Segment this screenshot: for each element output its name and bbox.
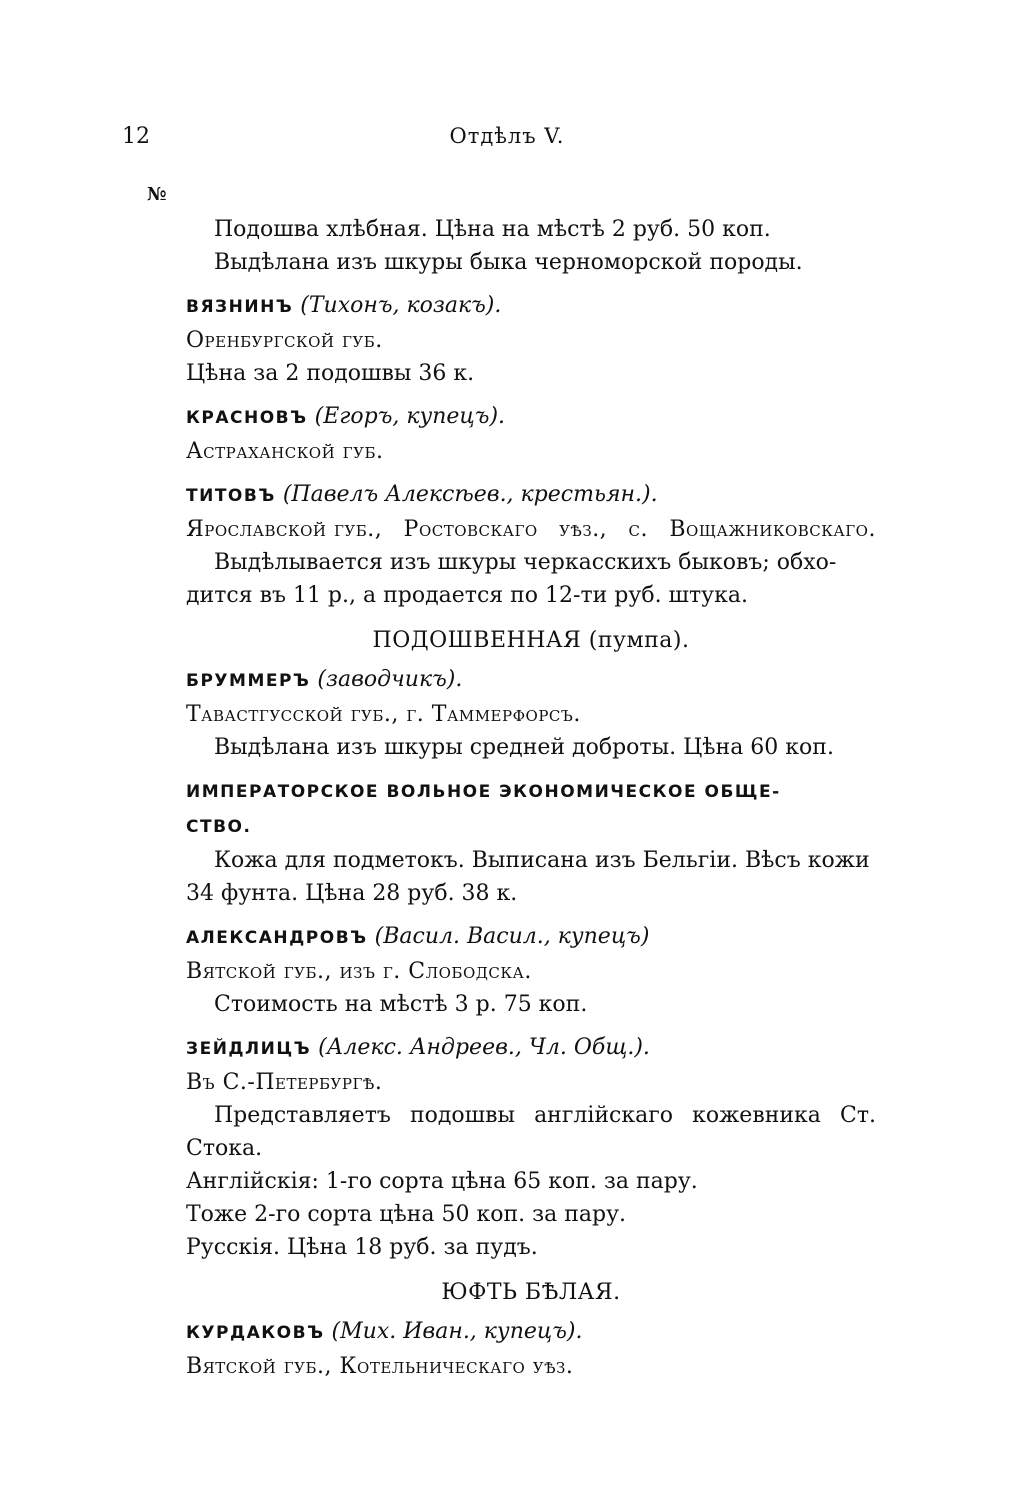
entry-text: Тоже 2-го сорта цѣна 50 коп. за пару. (186, 1202, 627, 1227)
entry-text: Кожа для подметокъ. Выписана изъ Бельгіи. Вѣсъ кожи (214, 848, 870, 873)
exhibitor-note: (Егоръ, купецъ). (314, 404, 506, 429)
place-part: Вощажниковскаго. (669, 517, 876, 542)
exhibitor-name: КРАСНОВЪ (186, 408, 308, 428)
entry-header (186, 663, 876, 698)
exhibitor-name: ВЯЗНИНЪ (186, 297, 294, 317)
page-body (186, 213, 876, 1383)
entry-header (186, 400, 876, 435)
entry-text: Англійскія: 1-го сорта цѣна 65 коп. за пару. (186, 1169, 698, 1194)
number-sign: № (147, 184, 167, 205)
paragraph-line: Подошва хлѣбная. Цѣна на мѣстѣ 2 руб. 50 коп. (214, 217, 771, 242)
exhibitor-name: ИМПЕРАТОРСКОЕ ВОЛЬНОЕ ЭКОНОМИЧЕСКОЕ ОБЩЕ- (186, 782, 781, 802)
page-header (0, 124, 1014, 154)
entry-place: Оренбургской губ. (186, 328, 383, 353)
paragraph-line: Выдѣлана изъ шкуры быка черноморской породы. (214, 250, 803, 275)
entry-text: дится въ 11 р., а продается по 12-ти руб. штука. (186, 583, 748, 608)
text-word: Представляетъ (214, 1103, 391, 1128)
section-heading: ПОДОШВЕННАЯ (пумпа). (372, 628, 690, 653)
exhibitor-note: (заводчикъ). (317, 667, 463, 692)
entry-header (186, 1031, 876, 1066)
exhibitor-name: ЗЕЙДЛИЦЪ (186, 1039, 312, 1059)
entry-place: Вятской губ., изъ г. Слободска. (186, 959, 532, 984)
place-part: уѣз., (559, 517, 608, 542)
entry-place: Тавастгусской губ., г. Таммерфорсъ. (186, 702, 581, 727)
entry-place: Въ С.-Петербургѣ. (186, 1070, 383, 1095)
place-part: Ярославской губ., (186, 517, 383, 542)
exhibitor-name: БРУММЕРЪ (186, 671, 311, 691)
exhibitor-note: (Павелъ Алексѣев., крестьян.). (282, 482, 658, 507)
entry-text (186, 1099, 876, 1132)
entry-header (186, 774, 876, 809)
entry-header (186, 1315, 876, 1350)
text-word: Ст. (839, 1103, 876, 1128)
text-word: подошвы (409, 1103, 515, 1128)
page-number: 12 (122, 124, 150, 149)
exhibitor-note: (Васил. Васил., купецъ) (374, 924, 650, 949)
entry-text: Цѣна за 2 подошвы 36 к. (186, 361, 475, 386)
entry-place: Астраханской губ. (186, 439, 384, 464)
place-part: с. (628, 517, 649, 542)
exhibitor-note: (Алекс. Андреев., Чл. Общ.). (318, 1035, 650, 1060)
exhibitor-name: АЛЕКСАНДРОВЪ (186, 928, 368, 948)
entry-text: Стоимость на мѣстѣ 3 р. 75 коп. (214, 992, 588, 1017)
entry-header (186, 478, 876, 513)
entry-text: Выдѣлана изъ шкуры средней доброты. Цѣна 60 коп. (214, 735, 834, 760)
entry-place: Вятской губ., Котельническаго уѣз. (186, 1354, 574, 1379)
entry-text: Выдѣлывается изъ шкуры черкасскихъ быковъ; обхо- (214, 550, 837, 575)
entry-text: 34 фунта. Цѣна 28 руб. 38 к. (186, 881, 518, 906)
exhibitor-note: (Тихонъ, козакъ). (300, 293, 502, 318)
entry-text: Стока. (186, 1136, 263, 1161)
exhibitor-note: (Мих. Иван., купецъ). (331, 1319, 583, 1344)
running-title: Отдѣлъ V. (449, 124, 565, 148)
text-word: кожевника (692, 1103, 821, 1128)
entry-header (186, 920, 876, 955)
exhibitor-name: ТИТОВЪ (186, 486, 276, 506)
text-word: англійскаго (534, 1103, 674, 1128)
exhibitor-name: СТВО. (186, 817, 252, 837)
entry-text: Русскія. Цѣна 18 руб. за пудъ. (186, 1235, 538, 1260)
section-heading: ЮФТЬ БѢЛАЯ. (441, 1280, 621, 1305)
exhibitor-name: КУРДАКОВЪ (186, 1323, 325, 1343)
entry-place (186, 513, 876, 546)
entry-header (186, 289, 876, 324)
entry-header (186, 809, 876, 844)
place-part: Ростовскаго (403, 517, 538, 542)
